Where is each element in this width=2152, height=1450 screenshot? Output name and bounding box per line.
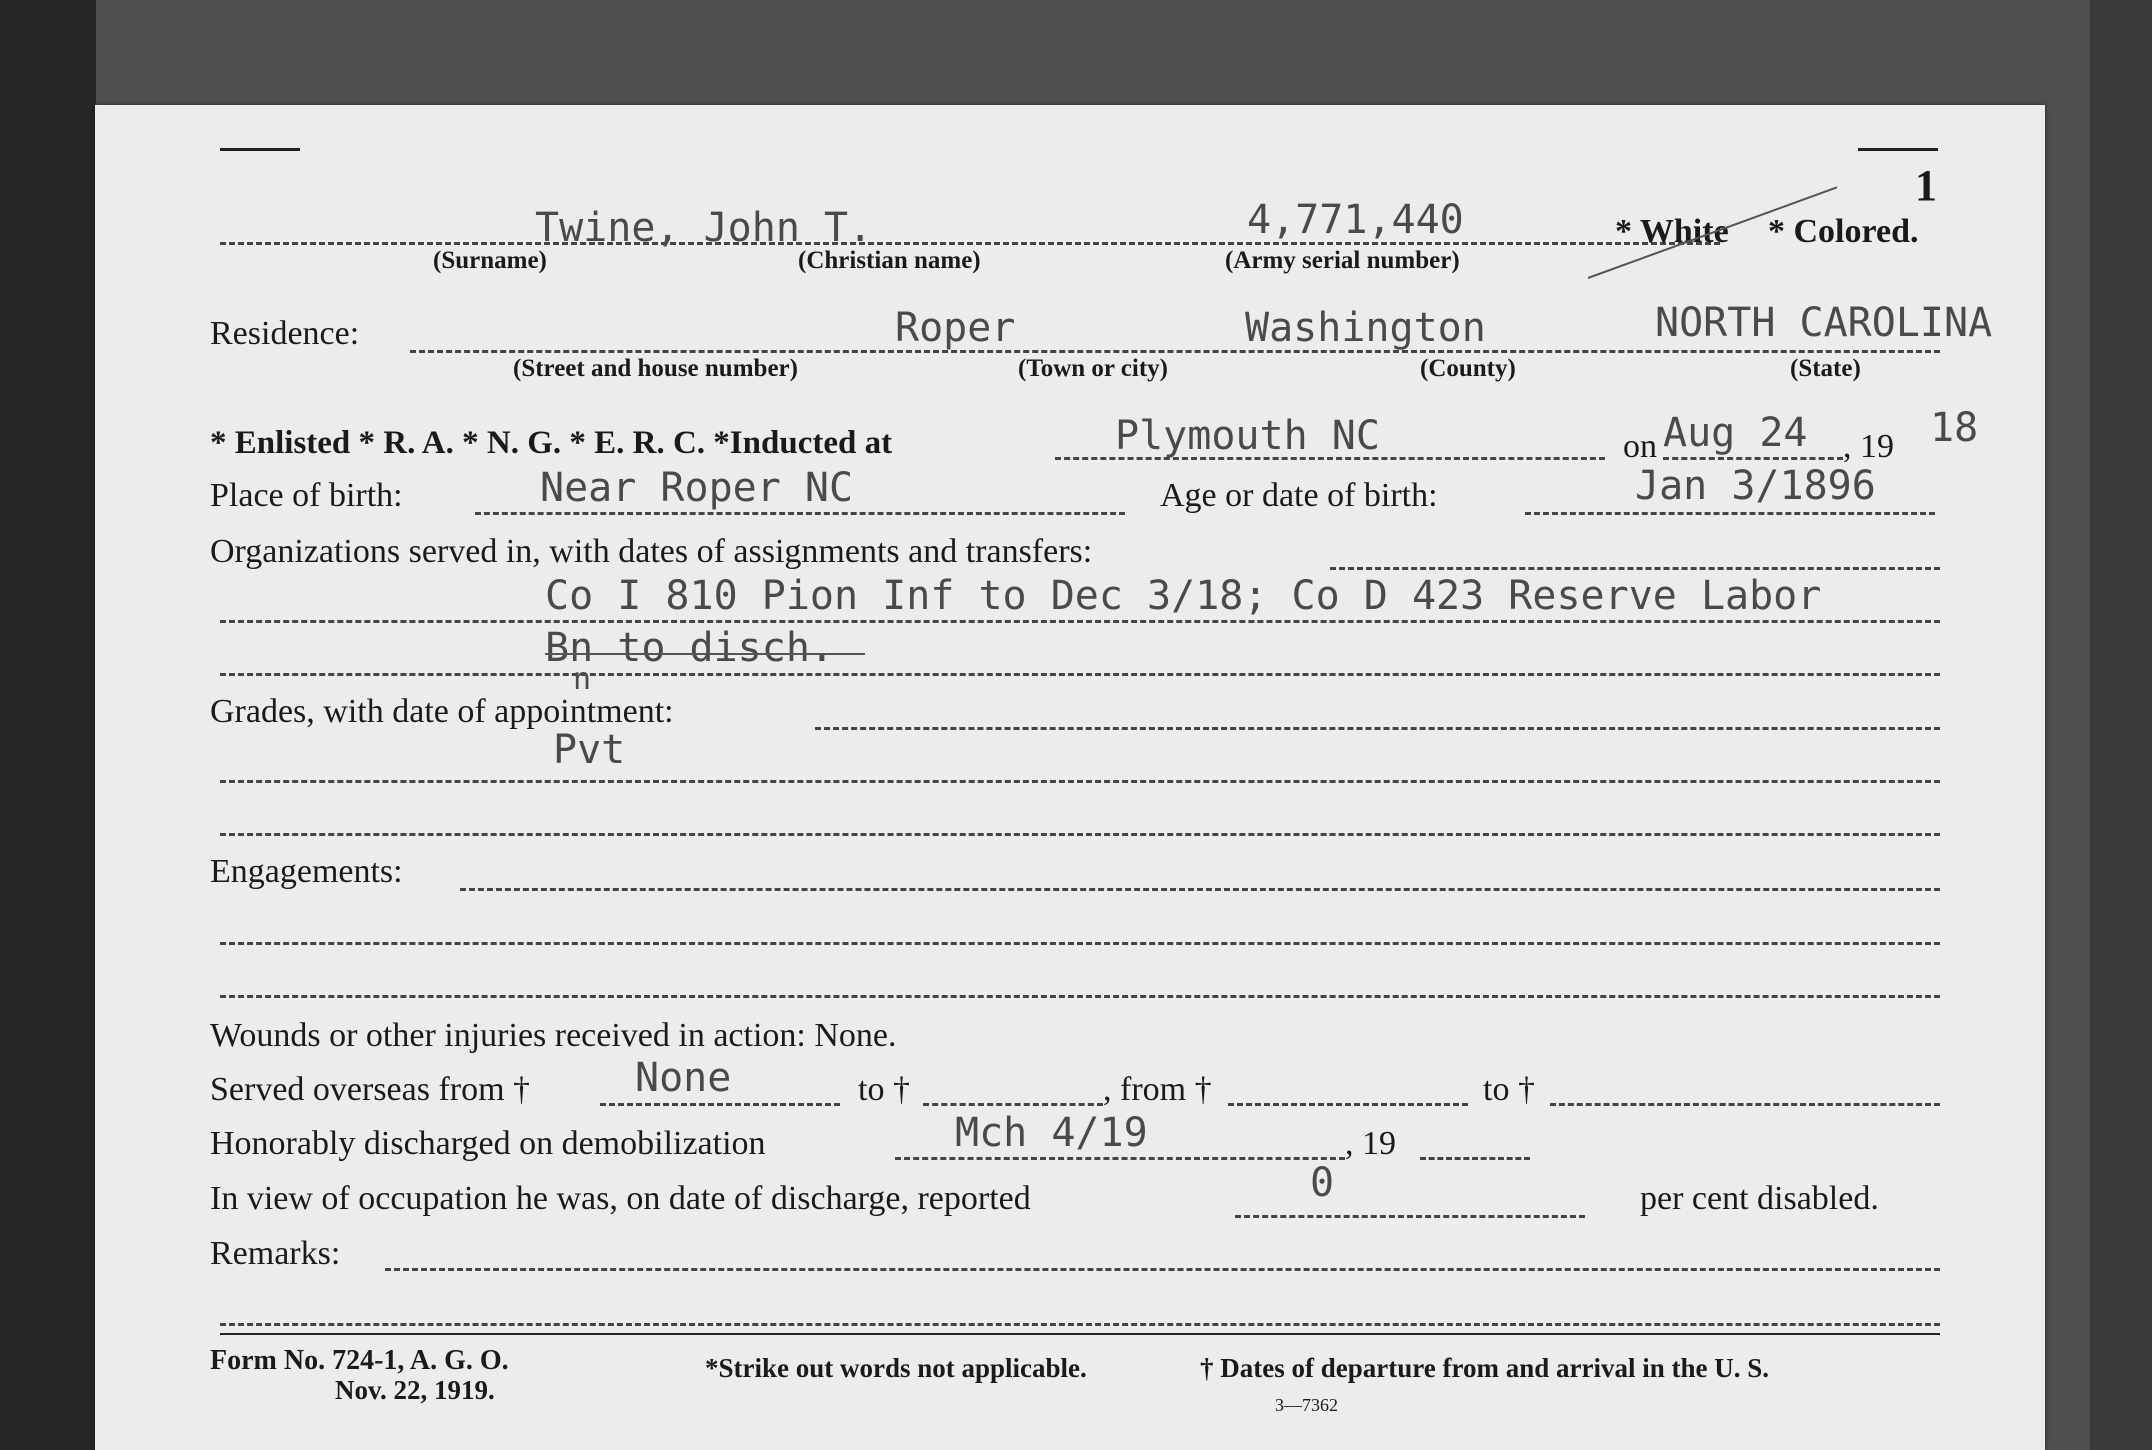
birth-date-label: Age or date of birth: xyxy=(1160,477,1438,514)
overseas-to-label: to † xyxy=(858,1071,910,1108)
surname-caption: (Surname) xyxy=(433,247,547,274)
enlistment-label: * Enlisted * R. A. * N. G. * E. R. C. *Inducted at xyxy=(210,425,893,461)
street-caption: (Street and house number) xyxy=(513,355,798,382)
strike-note: *Strike out words not applicable. xyxy=(705,1353,1087,1383)
discharge-date-line xyxy=(895,1157,1345,1160)
remarks-label: Remarks: xyxy=(210,1235,341,1272)
card-number: 1 xyxy=(1915,161,1937,210)
scan-border-right xyxy=(2090,0,2152,1450)
on-label: on xyxy=(1623,428,1657,465)
organizations-line1: Co I 810 Pion Inf to Dec 3/18; Co D 423 Reserve Labor xyxy=(545,573,1822,619)
disability-suffix: per cent disabled. xyxy=(1640,1180,1879,1217)
organizations-label: Organizations served in, with dates of assignments and transfers: xyxy=(210,533,1093,570)
overseas-from2-line xyxy=(1228,1103,1468,1106)
residence-county: Washington xyxy=(1245,305,1486,351)
name-value: Twine, John T. xyxy=(535,205,873,251)
county-caption: (County) xyxy=(1420,355,1516,382)
overseas-to2-line xyxy=(1550,1103,1940,1106)
year-prefix: , 19 xyxy=(1843,428,1894,465)
top-left-rule xyxy=(220,148,300,151)
birth-place-value: Near Roper NC xyxy=(540,465,854,511)
remarks-line-0 xyxy=(385,1268,1940,1271)
footer-rule xyxy=(220,1333,1940,1335)
grade-value: Pvt xyxy=(553,727,626,773)
state-caption: (State) xyxy=(1790,355,1861,382)
engagements-line-1 xyxy=(220,942,1940,945)
remarks-line-1 xyxy=(220,1323,1940,1326)
birth-date-value: Jan 3/1896 xyxy=(1635,463,1876,509)
overseas-from-line xyxy=(600,1103,840,1106)
race-white-option: * White xyxy=(1615,213,1729,250)
grades-line-0 xyxy=(815,727,1940,730)
overseas-label: Served overseas from † xyxy=(210,1071,531,1108)
serial-caption: (Army serial number) xyxy=(1225,247,1460,274)
wounds-label: Wounds or other injuries received in action: None. xyxy=(210,1017,897,1054)
induction-date-line xyxy=(1663,457,1843,460)
birth-place-line xyxy=(475,512,1125,515)
engagements-line-2 xyxy=(220,995,1940,998)
organizations-line-0 xyxy=(1330,567,1940,570)
form-date: Nov. 22, 1919. xyxy=(335,1375,495,1405)
induction-year: 18 xyxy=(1930,405,1979,451)
discharge-label: Honorably discharged on demobilization xyxy=(210,1125,766,1162)
town-caption: (Town or city) xyxy=(1018,355,1168,382)
line2-strikethrough xyxy=(545,653,865,655)
inducted-place: Plymouth NC xyxy=(1115,413,1380,459)
disability-value: 0 xyxy=(1310,1160,1335,1206)
birth-place-label: Place of birth: xyxy=(210,477,403,514)
grades-line-2 xyxy=(220,833,1940,836)
overseas-from2-label: , from † xyxy=(1103,1071,1212,1108)
residence-town: Roper xyxy=(895,305,1016,351)
grades-label: Grades, with date of appointment: xyxy=(210,693,674,730)
induction-date: Aug 24 xyxy=(1663,410,1808,456)
grades-line-1 xyxy=(220,780,1940,783)
overseas-to-line xyxy=(923,1103,1103,1106)
overseas-to2-label: to † xyxy=(1483,1071,1535,1108)
christian-name-caption: (Christian name) xyxy=(798,247,981,274)
residence-state: NORTH CAROLINA xyxy=(1655,300,1993,346)
engagements-line-0 xyxy=(460,888,1940,891)
residence-line xyxy=(410,350,1940,353)
organizations-line-1 xyxy=(220,620,1940,623)
discharge-year-prefix: , 19 xyxy=(1345,1125,1396,1162)
disability-label: In view of occupation he was, on date of discharge, reported xyxy=(210,1180,1031,1217)
form-number: Form No. 724-1, A. G. O. xyxy=(210,1345,509,1376)
race-colored-option: * Colored. xyxy=(1768,213,1919,250)
print-code: 3—7362 xyxy=(1275,1395,1338,1415)
organizations-line2: Bn to disch. xyxy=(545,625,834,671)
serial-value: 4,771,440 xyxy=(1247,197,1464,243)
correction-mark: n xyxy=(573,662,592,697)
top-right-rule xyxy=(1858,148,1938,151)
residence-label: Residence: xyxy=(210,315,360,352)
discharge-year-line xyxy=(1420,1157,1530,1160)
overseas-from-value: None xyxy=(635,1055,732,1101)
discharge-date: Mch 4/19 xyxy=(955,1110,1148,1156)
birth-date-line xyxy=(1525,512,1935,515)
disability-line xyxy=(1235,1215,1585,1218)
organizations-line-2 xyxy=(220,673,1940,676)
engagements-label: Engagements: xyxy=(210,853,403,890)
dates-note: † Dates of departure from and arrival in the U. S. xyxy=(1200,1353,1769,1383)
name-line xyxy=(220,242,1720,245)
service-record-card xyxy=(95,105,2045,1450)
scan-border-left xyxy=(0,0,96,1450)
